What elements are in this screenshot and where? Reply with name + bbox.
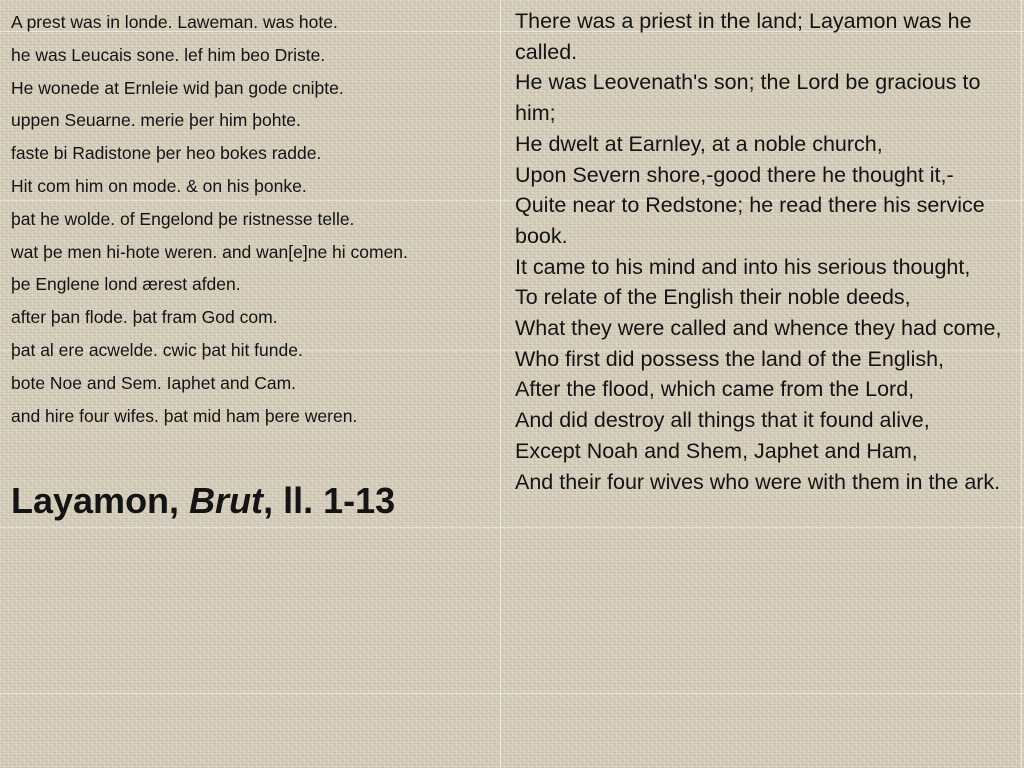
me-line: uppen Seuarne. merie þer him þohte. [11, 110, 301, 131]
translation-line: And did destroy all things that it found alive, [515, 408, 930, 433]
me-line: wat þe men hi-hote weren. and wan[e]ne hi comen. [11, 241, 408, 262]
column-divider [1021, 0, 1022, 768]
me-line: þat al ere acwelde. cwic þat hit funde. [11, 339, 303, 360]
translation-line: What they were called and whence they had come, [515, 316, 1002, 341]
translation-line: Except Noah and Shem, Japhet and Ham, [515, 438, 918, 463]
translation-line: After the flood, which came from the Lord, [515, 377, 915, 402]
translation-line: He was Leovenath's son; the Lord be gracious to him; [515, 70, 981, 126]
me-line: þat he wolde. of Engelond þe ristnesse telle. [11, 208, 355, 229]
me-line: A prest was in londe. Laweman. was hote. [11, 12, 338, 32]
citation-lines-ref: , ll. 1-13 [263, 480, 396, 521]
me-line: after þan flode. þat fram God com. [11, 307, 278, 328]
citation-title [11, 480, 395, 522]
me-line: þe Englene lond ærest afden. [11, 274, 241, 295]
citation-work: Brut [189, 480, 264, 521]
translation-line: Quite near to Redstone; he read there his service book. [515, 193, 985, 248]
me-line: bote Noe and Sem. Iaphet and Cam. [11, 372, 297, 393]
translation-text [515, 6, 1015, 497]
translation-line: He dwelt at Earnley, at a noble church, [515, 131, 883, 156]
me-line: faste bi Radistone þer heo bokes radde. [11, 143, 322, 164]
translation-line: And their four wives who were with them in the ark. [515, 469, 1001, 494]
me-line: he was Leucais sone. lef him beo Driste. [11, 44, 326, 65]
translation-line: To relate of the English their noble deeds, [515, 285, 911, 310]
citation-author: Layamon, [11, 480, 190, 521]
me-line: Hit com him on mode. & on his þonke. [11, 175, 307, 196]
translation-line: It came to his mind and into his serious thought, [515, 254, 971, 279]
translation-line: There was a priest in the land; Layamon was he called. [515, 9, 972, 64]
me-line: He wonede at Ernleie wid þan gode cniþte. [11, 77, 344, 98]
row-divider [0, 693, 1024, 694]
translation-line: Upon Severn shore,-good there he thought it,- [515, 162, 954, 187]
row-divider [0, 527, 1024, 528]
middle-english-text [11, 6, 501, 432]
translation-line: Who first did possess the land of the English, [515, 346, 945, 371]
me-line: and hire four wifes. þat mid ham þere weren. [11, 405, 358, 426]
